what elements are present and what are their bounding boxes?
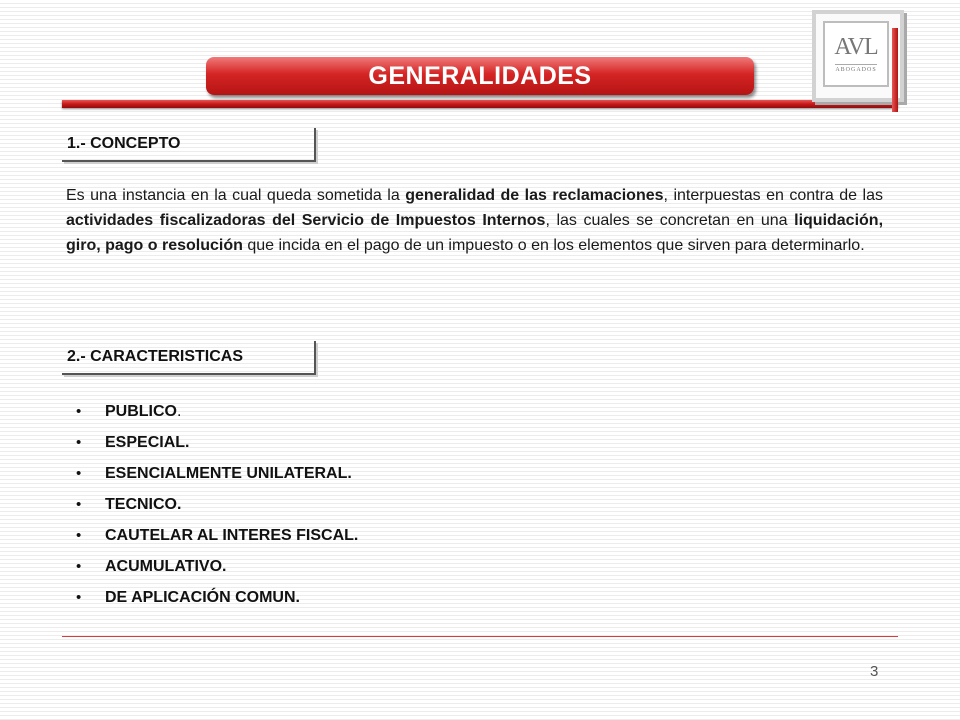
page-number: 3 (870, 663, 879, 680)
section-heading-concepto: 1.- CONCEPTO (62, 128, 316, 162)
section-heading-caracteristicas: 2.- CARACTERISTICAS (62, 341, 316, 375)
bullet-icon: • (76, 589, 82, 606)
characteristic-item (76, 458, 358, 489)
characteristic-item (76, 396, 358, 427)
bullet-icon: • (76, 465, 82, 482)
characteristic-label: ESPECIAL. (105, 433, 190, 451)
bullet-icon: • (76, 558, 82, 575)
concept-text: que incida en el pago de un impuesto o en los elementos que sirven para determinarlo. (242, 237, 865, 254)
concept-emphasis: actividades fiscalizadoras del Servicio de Impuestos Internos (66, 212, 546, 229)
concept-emphasis: generalidad de las reclamaciones (405, 187, 664, 204)
characteristic-item (76, 489, 358, 520)
characteristic-suffix: . (177, 402, 182, 420)
characteristic-label: ESENCIALMENTE UNILATERAL. (105, 464, 352, 482)
page-title: GENERALIDADES (206, 57, 754, 95)
logo-inner-frame (823, 21, 889, 87)
concept-text: , las cuales se concretan en una (545, 212, 795, 229)
title-underline-band (62, 100, 898, 108)
characteristic-label: PUBLICO (105, 402, 177, 420)
characteristic-label: CAUTELAR AL INTERES FISCAL. (105, 526, 359, 544)
characteristic-item (76, 582, 358, 613)
bullet-icon: • (76, 496, 82, 513)
characteristics-list (76, 396, 358, 613)
concept-text: , interpuestas en contra de las (663, 187, 884, 204)
characteristic-item (76, 427, 358, 458)
logo-subtitle: ABOGADOS (835, 64, 876, 73)
characteristic-item (76, 520, 358, 551)
characteristic-label: ACUMULATIVO. (105, 557, 227, 575)
characteristic-label: DE APLICACIÓN COMUN. (105, 588, 300, 606)
concept-paragraph (66, 183, 883, 258)
logo-name: AVL (834, 34, 878, 60)
firm-logo (812, 10, 904, 102)
bullet-icon: • (76, 527, 82, 544)
bullet-icon: • (76, 403, 82, 420)
footer-divider (62, 636, 898, 637)
bullet-icon: • (76, 434, 82, 451)
characteristic-label: TECNICO. (105, 495, 182, 513)
characteristic-item (76, 551, 358, 582)
concept-text: Es una instancia en la cual queda sometida la (66, 187, 406, 204)
concept-emphasis: liquidación, giro, pago o resolución (66, 212, 884, 254)
logo-accent-bar (892, 28, 898, 112)
